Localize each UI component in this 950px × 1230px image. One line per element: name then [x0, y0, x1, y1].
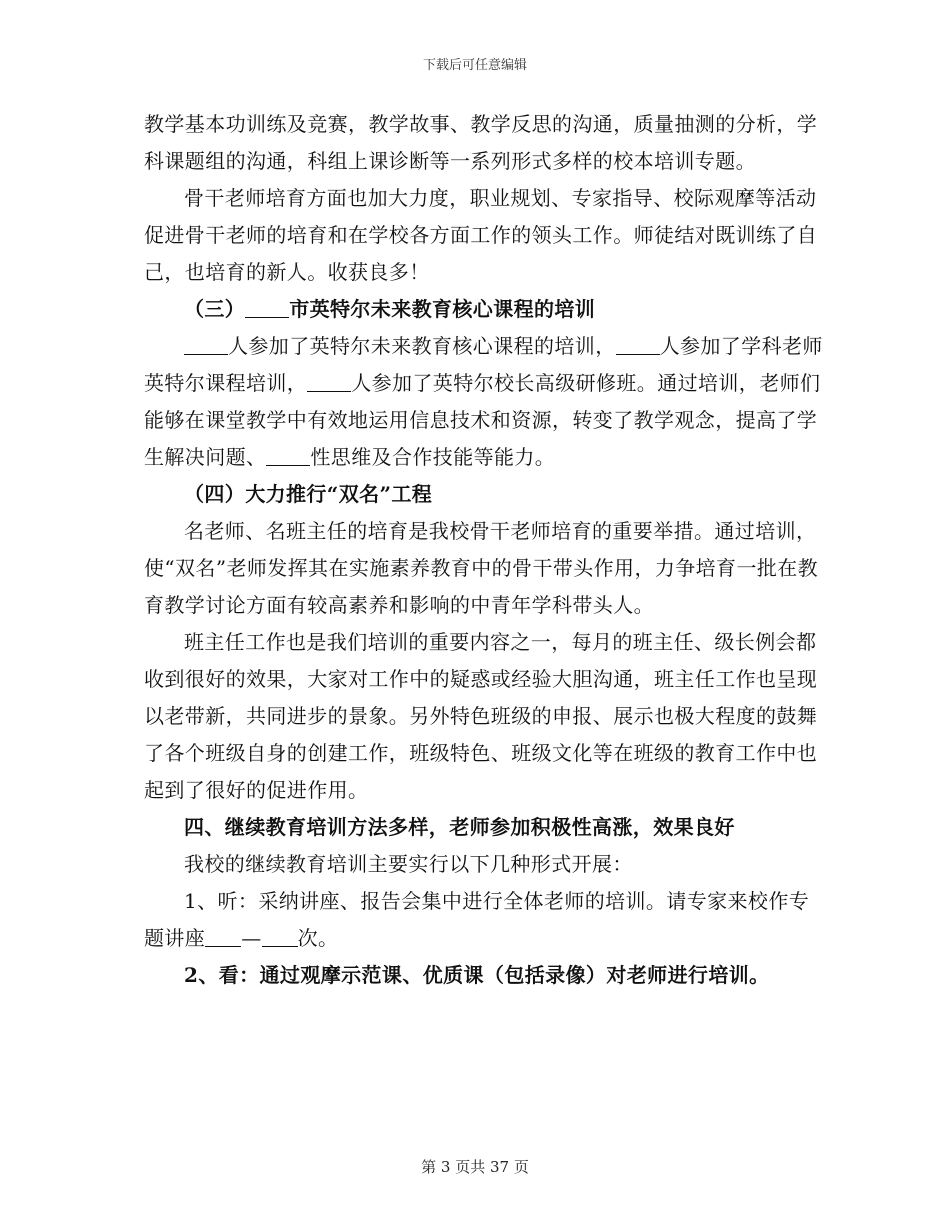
paragraph-3-part-a: 人参加了英特尔未来教育核心课程的培训，	[228, 334, 616, 358]
paragraph-3	[144, 328, 824, 476]
paragraph-8: 2、看：通过观摩示范课、优质课（包括录像）对老师进行培训。	[184, 963, 770, 987]
paragraph-2: 骨干老师培育方面也加大力度，职业规划、专家指导、校际观摩等活动促进骨干老师的培育和在学校各方面工作的领头工作。师徒结对既训练了自己，也培育的新人。收获良多！	[144, 186, 818, 284]
paragraph-4: 名老师、名班主任的培育是我校骨干老师培育的重要举措。通过培训，使“双名”老师发挥其在实施素养教育中的骨干带头作用，力争培育一批在教育教学讨论方面有较高素养和影响的中青年学科带头人。	[144, 519, 819, 617]
document-body	[144, 106, 824, 994]
paragraph-3-part-d: 性思维及合作技能等能力。	[310, 445, 556, 469]
paragraph-6: 我校的继续教育培训主要实行以下几种形式开展：	[184, 852, 633, 876]
paragraph-1: 教学基本功训练及竞赛，教学故事、教学反思的沟通，质量抽测的分析，学科课题组的沟通，科组上课诊断等一系列形式多样的校本培训专题。	[144, 112, 818, 173]
paragraph-7-dash: —	[241, 926, 262, 950]
fill-blank	[616, 332, 660, 355]
heading-3-suffix: 市英特尔未来教育核心课程的培训	[289, 297, 596, 321]
heading-3-prefix: （三）	[184, 297, 246, 321]
fill-blank	[245, 295, 289, 318]
heading-section-3	[144, 291, 824, 328]
paragraph-7-part-a: 1、听：采纳讲座、报告会集中进行全体老师的培训。请专家来校作专题讲座	[144, 889, 810, 950]
paragraph-3-part-b: 人参加了学科老师英特尔课程培训，	[144, 334, 823, 395]
paragraph-3-part-c: 人参加了英特尔校长高级研修班。通过培训，老师们能够在课堂教学中有效地运用信息技术和资源，转变了教学观念，提高了学生解决问题、	[144, 371, 821, 469]
fill-blank	[266, 443, 310, 466]
fill-blank	[184, 332, 228, 355]
paragraph-7	[144, 883, 824, 957]
page-header: 下载后可任意编辑	[422, 58, 527, 73]
paragraph-5: 班主任工作也是我们培训的重要内容之一，每月的班主任、级长例会都收到很好的效果，大家对工作中的疑惑或经验大胆沟通，班主任工作也呈现以老带新，共同进步的景象。另外特色班级的申报、展示也极大程度的鼓舞了各个班级自身的创建工作，班级特色、班级文化等在班级的教育工作中也起到了很好的促进作用。	[144, 630, 818, 802]
heading-section-4: （四）大力推行“双名”工程	[184, 482, 433, 506]
fill-blank	[307, 369, 351, 392]
page-footer: 第 3 页共 37 页	[421, 1158, 529, 1176]
paragraph-7-part-b: 次。	[297, 926, 339, 950]
fill-blank	[262, 924, 298, 947]
heading-part-four: 四、继续教育培训方法多样，老师参加积极性高涨，效果良好	[184, 815, 735, 839]
fill-blank	[205, 924, 241, 947]
